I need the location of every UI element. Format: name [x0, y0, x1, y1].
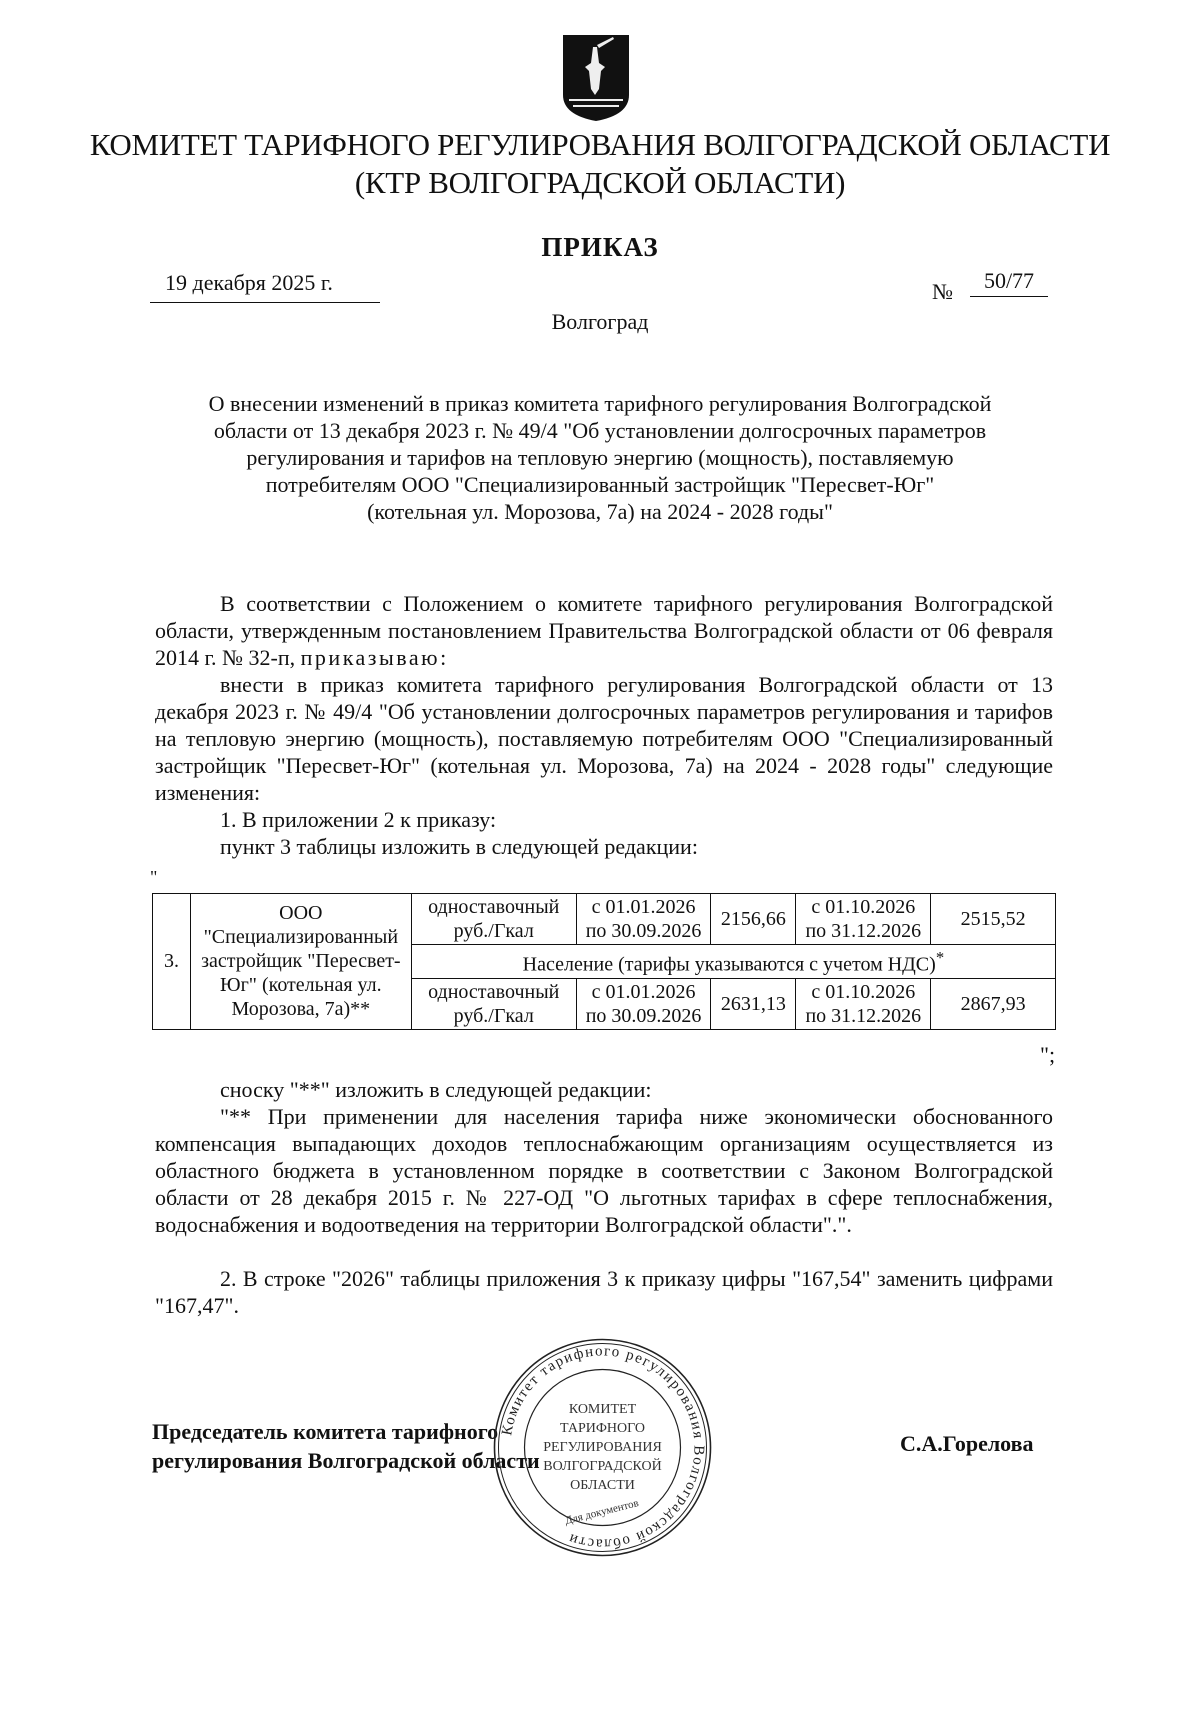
stamp-center-line: ТАРИФНОГО: [560, 1421, 645, 1436]
preamble-paragraph: [155, 590, 1053, 671]
signatory-name: С.А.Горелова: [900, 1431, 1034, 1456]
amendment-paragraph: внести в приказ комитета тарифного регулирования Волгоградской области от 13 декабря 2023 г. № 49/4 "Об установлении долгосрочных параметров регулирования и тарифов на тепловую энергию (мощность), поставляемую потребителям ООО "Специализированный застройщик "Пересвет-Юг" (котельная ул. Морозова, 7а) на 2024 - 2028 годы" следующие изменения:: [155, 672, 1053, 805]
table-row: [153, 894, 1056, 945]
subject-line: регулирования и тарифов на тепловую энергию (мощность), поставляемую: [246, 445, 954, 470]
row-number-cell: 3.: [153, 894, 191, 1030]
quote-open-mark: ": [150, 867, 158, 887]
city: Волгоград: [551, 309, 649, 334]
order-word: приказываю:: [300, 645, 449, 670]
official-stamp: [490, 1335, 715, 1560]
quote-close-mark: ";: [1040, 1042, 1056, 1067]
footnote-text: "** При применении для населения тарифа ниже экономически обоснованного компенсация выпадающих доходов теплоснабжающим организациям осуществляется из областного бюджета в установленном порядке в соответствии с Законом Волгоградской области от 28 декабря 2015 г. № 227-ОД "О льготных тарифах в сфере теплоснабжения, водоснабжения и водоотведения на территории Волгоградской области".".: [155, 1104, 1053, 1237]
footnote-intro: сноску "**" изложить в следующей редакции:: [220, 1077, 652, 1102]
period-cell: с 01.01.2026 по 30.09.2026: [576, 978, 711, 1029]
period-cell: с 01.10.2026 по 31.12.2026: [796, 894, 931, 945]
signatory-title-line1: Председатель комитета тарифного: [152, 1419, 499, 1444]
order-subject: [140, 390, 1060, 525]
order-number: 50/77: [970, 268, 1048, 297]
population-header: Население (тарифы указываются с учетом НДС): [522, 953, 936, 976]
organization-cell: ООО "Специализированный застройщик "Пересвет-Юг" (котельная ул. Морозова, 7а)**: [190, 894, 411, 1030]
stamp-center-line: ВОЛГОГРАДСКОЙ: [543, 1459, 662, 1474]
tariff-value-cell: 2515,52: [931, 894, 1056, 945]
period-cell: с 01.01.2026 по 30.09.2026: [576, 894, 711, 945]
stamp-outer-text: Комитет тарифного регулирования Волгоградской области: [499, 1343, 707, 1552]
stamp-inner-text: Для документов: [563, 1497, 640, 1528]
item-1-sub: пункт 3 таблицы изложить в следующей редакции:: [220, 834, 698, 859]
subject-line: (котельная ул. Морозова, 7а) на 2024 - 2028 годы": [367, 499, 833, 524]
population-header-cell: [411, 945, 1055, 979]
organization-name: [0, 126, 1200, 202]
tariff-type-cell: одноставочный руб./Гкал: [411, 894, 576, 945]
number-sign: №: [932, 279, 953, 304]
item-1: 1. В приложении 2 к приказу:: [220, 807, 497, 832]
signatory-title: [152, 1417, 540, 1475]
organization-name-line1: КОМИТЕТ ТАРИФНОГО РЕГУЛИРОВАНИЯ ВОЛГОГРАДСКОЙ ОБЛАСТИ: [89, 127, 1111, 162]
item-2: 2. В строке "2026" таблицы приложения 3 к приказу цифры "167,54" заменить цифрами "167,47".: [155, 1266, 1053, 1318]
population-footnote-mark: *: [935, 948, 945, 967]
subject-line: О внесении изменений в приказ комитета тарифного регулирования Волгоградской: [208, 391, 992, 416]
tariff-type-cell: одноставочный руб./Гкал: [411, 978, 576, 1029]
tariff-value-cell: 2631,13: [711, 978, 796, 1029]
stamp-center-line: РЕГУЛИРОВАНИЯ: [543, 1440, 662, 1455]
stamp-center-line: ОБЛАСТИ: [570, 1478, 635, 1493]
subject-line: области от 13 декабря 2023 г. № 49/4 "Об установлении долгосрочных параметров: [213, 418, 987, 443]
document-type: ПРИКАЗ: [541, 232, 659, 262]
order-date: 19 декабря 2025 г.: [165, 270, 333, 295]
subject-line: потребителям ООО "Специализированный застройщик "Пересвет-Юг": [265, 472, 935, 497]
preamble-text: В соответствии с Положением о комитете тарифного регулирования Волгоградской области, утвержденным постановлением Правительства Волгоградской области от 06 февраля 2014 г. № 32-п,: [155, 591, 1053, 670]
tariff-table: [152, 893, 1056, 1030]
signatory-title-line2: регулирования Волгоградской области: [152, 1448, 540, 1473]
tariff-value-cell: 2867,93: [931, 978, 1056, 1029]
period-cell: с 01.10.2026 по 31.12.2026: [796, 978, 931, 1029]
coat-of-arms-emblem: [561, 33, 631, 123]
organization-name-line2: (КТР ВОЛГОГРАДСКОЙ ОБЛАСТИ): [354, 165, 846, 200]
date-underline: [150, 302, 380, 303]
stamp-center-line: КОМИТЕТ: [568, 1402, 637, 1417]
tariff-value-cell: 2156,66: [711, 894, 796, 945]
